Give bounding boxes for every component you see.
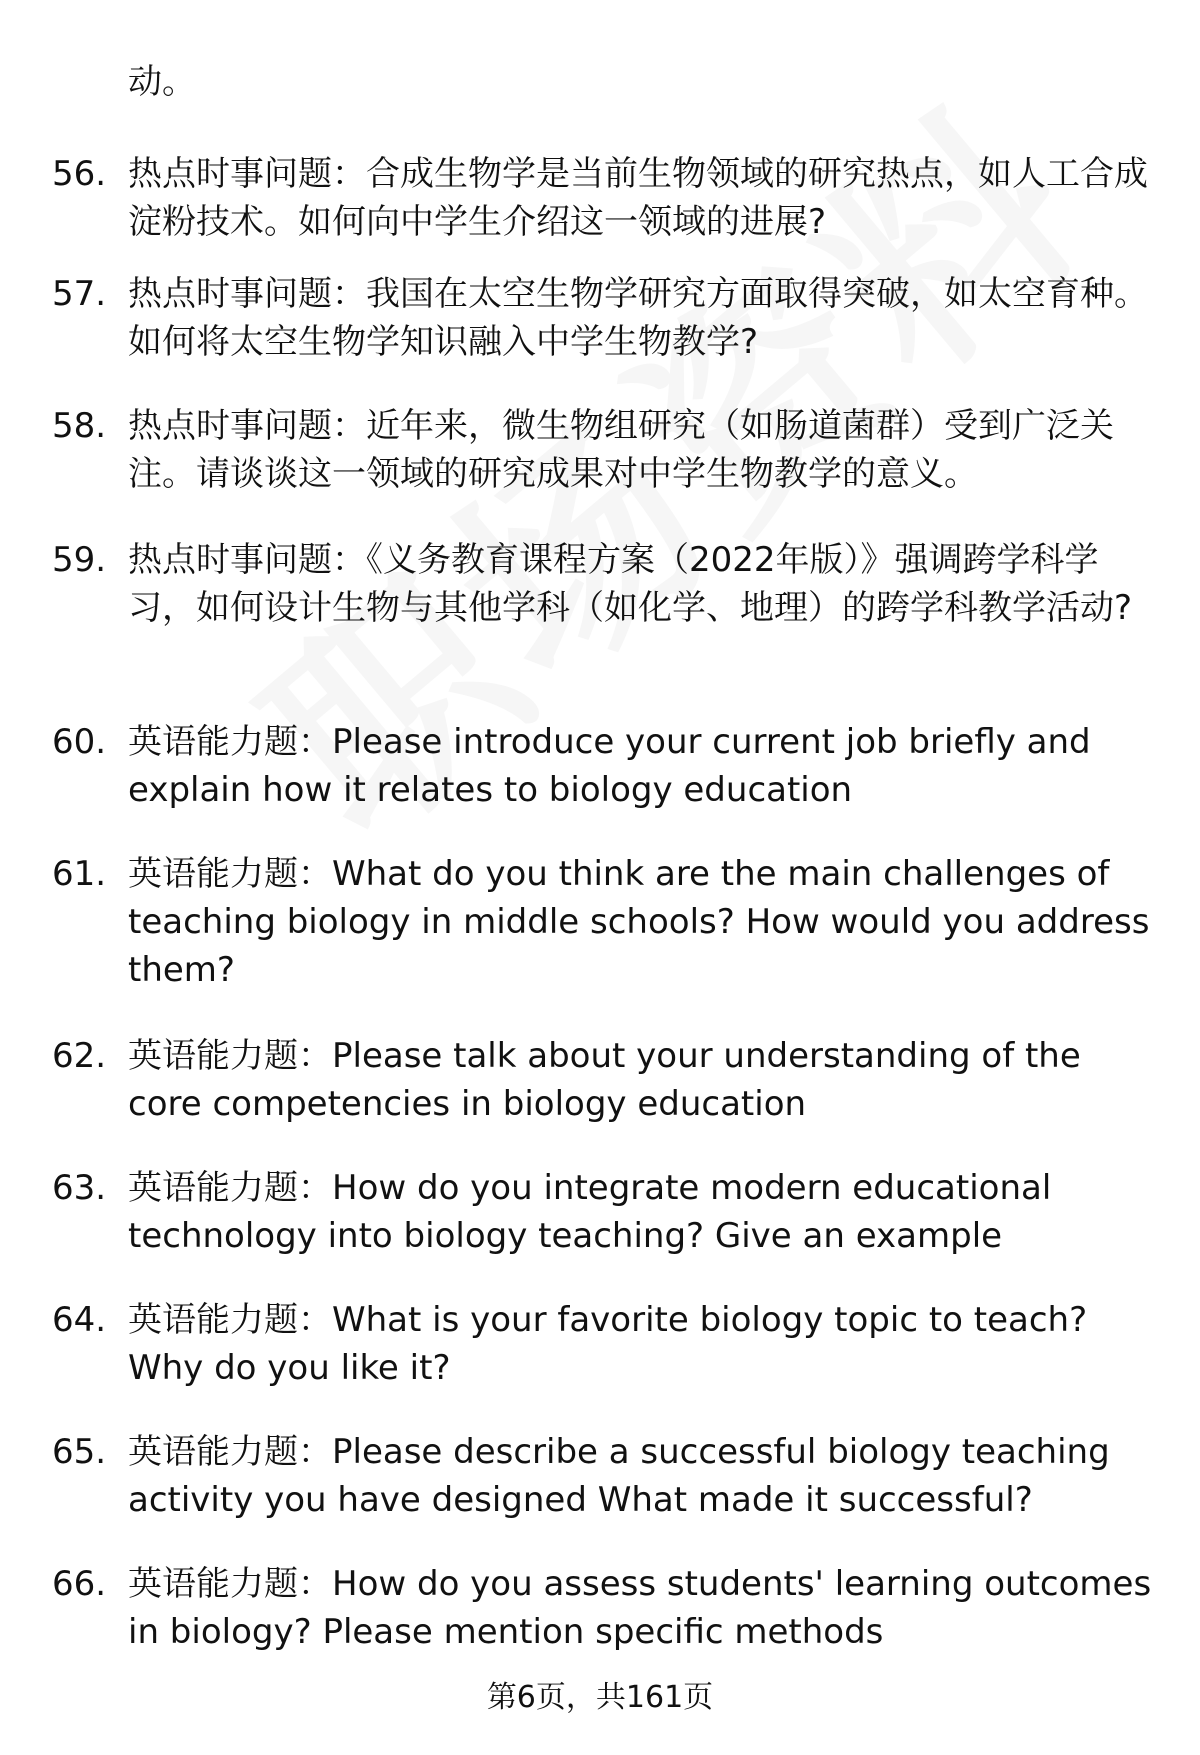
- question-number: 61.: [52, 854, 107, 894]
- question-text: 英语能力题：How do you assess students' learning outcomes in biology? Please mention specific methods: [128, 1564, 1152, 1652]
- question-number: 56.: [52, 154, 107, 194]
- question-text: 英语能力题：Please introduce your current job briefly and explain how it relates to biology education: [128, 722, 1091, 810]
- question-number: 65.: [52, 1432, 107, 1472]
- question-number: 64.: [52, 1300, 107, 1340]
- question-number: 62.: [52, 1036, 107, 1076]
- question-text: 英语能力题：Please talk about your understanding of the core competencies in biology education: [128, 1036, 1081, 1124]
- question-number: 59.: [52, 540, 107, 580]
- question-text: 热点时事问题：合成生物学是当前生物领域的研究热点，如人工合成淀粉技术。如何向中学生介绍这一领域的进展?: [128, 154, 1148, 242]
- question-number: 60.: [52, 722, 107, 762]
- question-number: 63.: [52, 1168, 107, 1208]
- page-footer: 第6页，共161页: [486, 1680, 714, 1715]
- question-text: 热点时事问题：我国在太空生物学研究方面取得突破，如太空育种。如何将太空生物学知识融入中学生物教学?: [128, 274, 1148, 362]
- question-text: 热点时事问题：近年来，微生物组研究（如肠道菌群）受到广泛关注。请谈谈这一领域的研究成果对中学生物教学的意义。: [128, 406, 1114, 494]
- question-number: 58.: [52, 406, 107, 446]
- question-text: 热点时事问题：《义务教育课程方案（2022年版）》强调跨学科学习，如何设计生物与其他学科（如化学、地理）的跨学科教学活动?: [128, 540, 1133, 628]
- question-number: 66.: [52, 1564, 107, 1604]
- question-number: 57.: [52, 274, 107, 314]
- question-text: 英语能力题：What is your favorite biology topic to teach? Why do you like it?: [128, 1300, 1088, 1388]
- question-text: 英语能力题：How do you integrate modern educational technology into biology teaching? Give an example: [128, 1168, 1052, 1256]
- continuation-text: 动。: [128, 62, 196, 102]
- question-text: 英语能力题：Please describe a successful biology teaching activity you have designed What made it successful?: [128, 1432, 1110, 1520]
- question-text: 英语能力题：What do you think are the main challenges of teaching biology in middle schools? How would you address them?: [128, 854, 1150, 990]
